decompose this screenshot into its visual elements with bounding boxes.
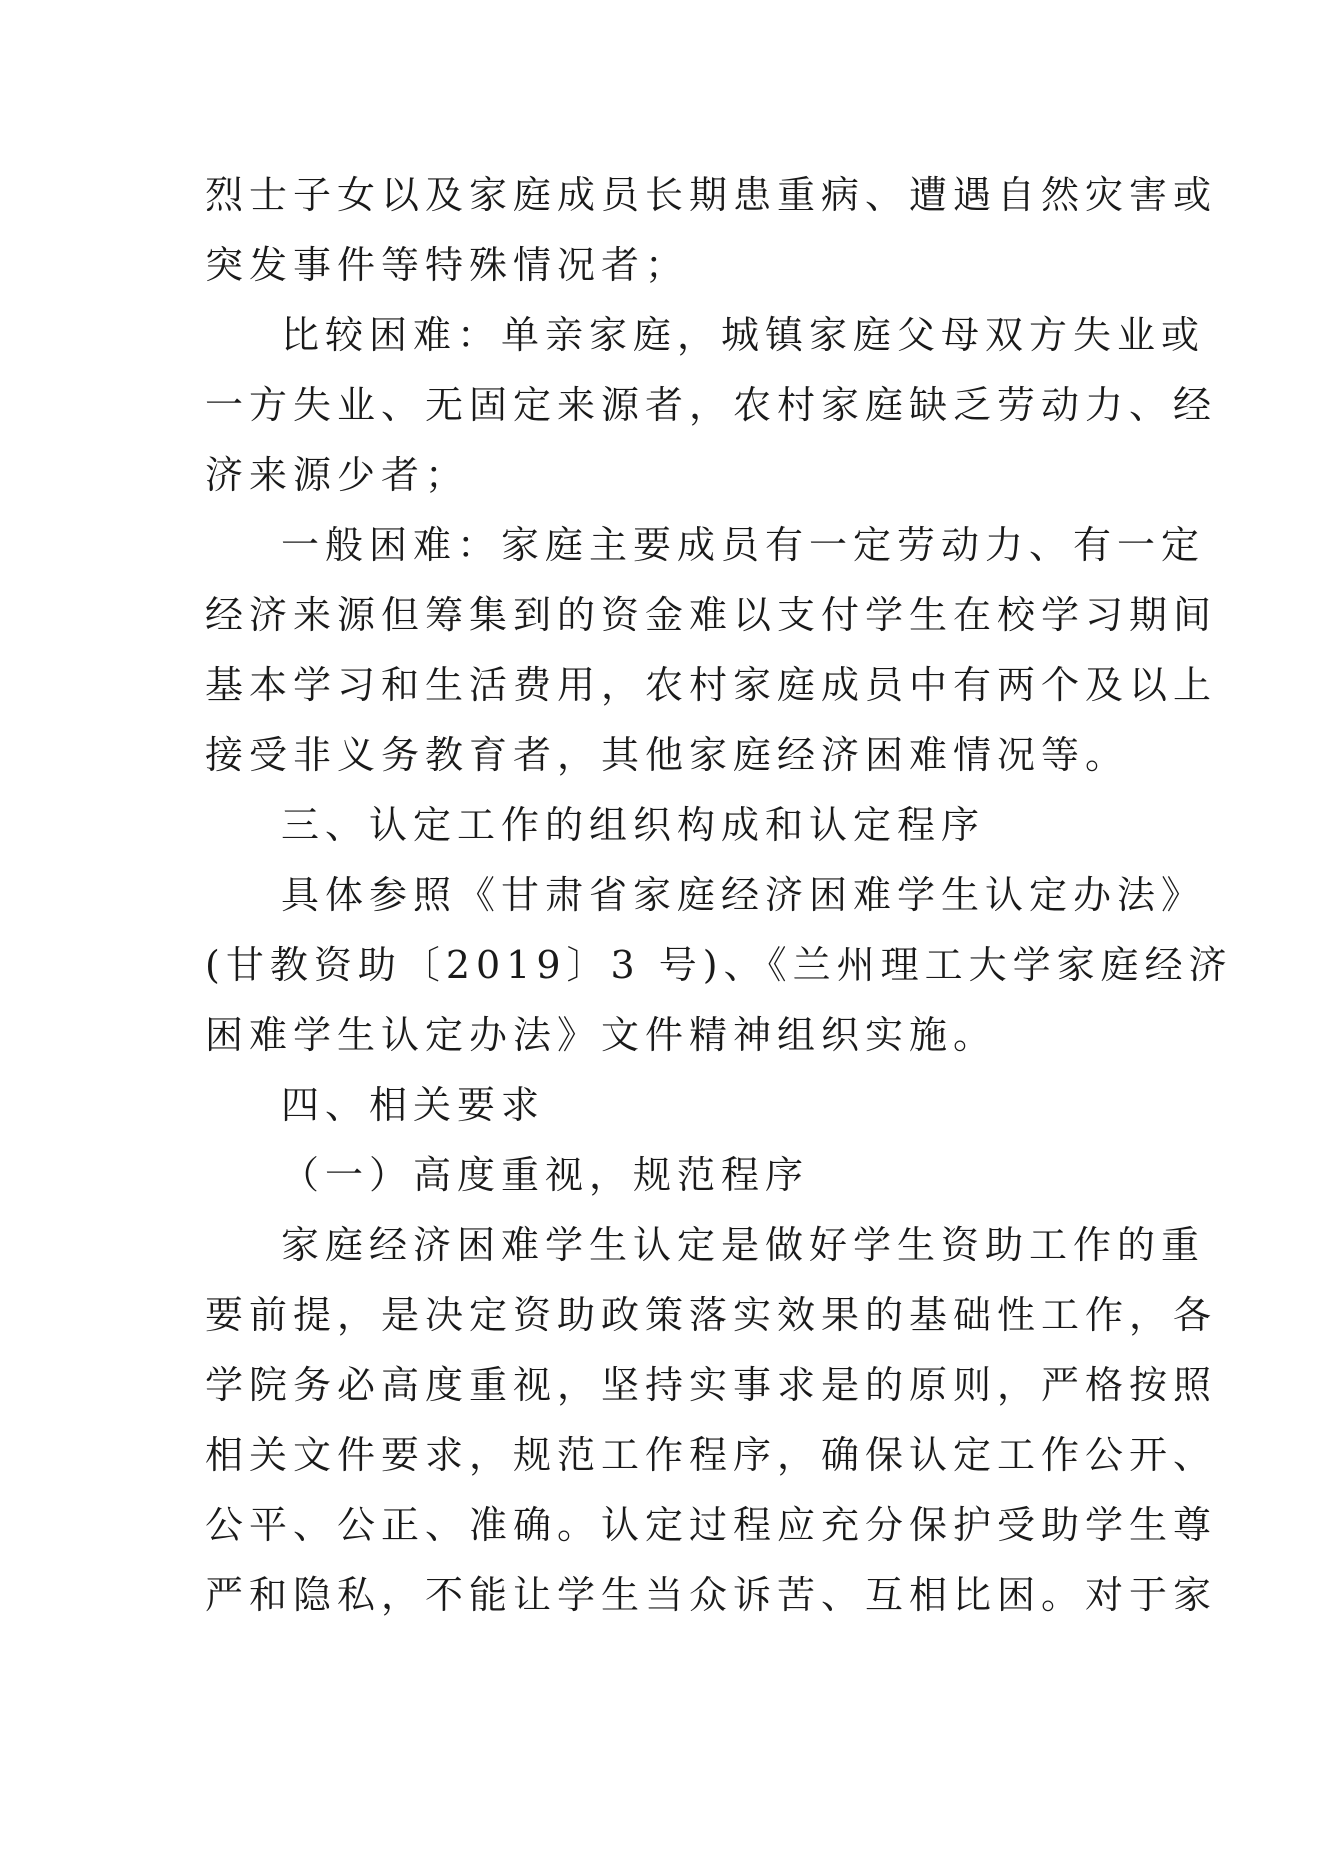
text-line: 接受非义务教育者，其他家庭经济困难情况等。 <box>205 733 1130 777</box>
text-line: 济来源少者； <box>205 453 470 497</box>
text-line: 突发事件等特殊情况者； <box>205 243 690 287</box>
text-line: 基本学习和生活费用，农村家庭成员中有两个及以上 <box>205 663 1218 707</box>
text-line: 相关文件要求，规范工作程序，确保认定工作公开、 <box>205 1433 1218 1477</box>
section-heading: 三、认定工作的组织构成和认定程序 <box>281 803 986 847</box>
text-line: 困难学生认定办法》文件精神组织实施。 <box>205 1013 998 1057</box>
paragraph-start-line: 一般困难：家庭主要成员有一定劳动力、有一定 <box>281 523 1206 567</box>
text-line: 经济来源但筹集到的资金难以支付学生在校学习期间 <box>205 593 1218 637</box>
text-line: 学院务必高度重视，坚持实事求是的原则，严格按照 <box>205 1363 1218 1407</box>
text-line: 严和隐私，不能让学生当众诉苦、互相比困。对于家 <box>205 1573 1218 1617</box>
subsection-heading: （一）高度重视，规范程序 <box>281 1153 810 1197</box>
paragraph-start-line: 家庭经济困难学生认定是做好学生资助工作的重 <box>281 1223 1206 1267</box>
text-line: 一方失业、无固定来源者，农村家庭缺乏劳动力、经 <box>205 383 1218 427</box>
document-body <box>205 160 1233 1630</box>
text-line: 要前提，是决定资助政策落实效果的基础性工作，各 <box>205 1293 1218 1337</box>
text-line: 烈士子女以及家庭成员长期患重病、遭遇自然灾害或 <box>205 173 1218 217</box>
paragraph-start-line: 具体参照《甘肃省家庭经济困难学生认定办法》 <box>281 873 1206 917</box>
section-heading: 四、相关要求 <box>281 1083 546 1127</box>
text-line: (甘教资助〔2019〕3 号)、《兰州理工大学家庭经济 <box>205 943 1233 987</box>
paragraph-start-line: 比较困难：单亲家庭，城镇家庭父母双方失业或 <box>281 313 1206 357</box>
text-line: 公平、公正、准确。认定过程应充分保护受助学生尊 <box>205 1503 1218 1547</box>
